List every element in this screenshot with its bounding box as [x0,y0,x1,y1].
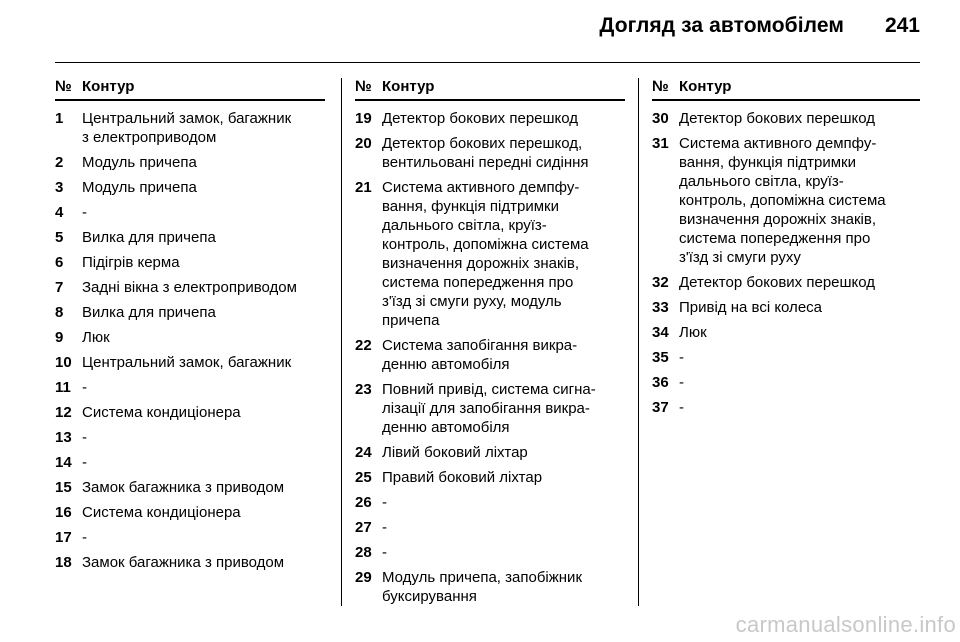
fuse-number: 22 [355,337,372,354]
fuse-number: 14 [55,454,72,471]
table-row [355,443,625,462]
table-row [652,323,920,342]
circuit-description: Детектор бокових перешкод, вентильовані передні сидіння [382,135,589,171]
fuse-number: 16 [55,504,72,521]
table-row [355,336,625,374]
fuse-list [355,109,625,606]
circuit-description: Модуль причепа [82,179,197,196]
fuse-number: 23 [355,381,372,398]
circuit-description: - [679,349,684,366]
fuse-number: 18 [55,554,72,571]
table-row [652,348,920,367]
table-row [55,109,325,147]
fuse-number: 2 [55,154,64,171]
fuse-number: 20 [355,135,372,152]
circuit-description: - [82,454,87,471]
fuse-number: 29 [355,569,372,586]
page-number: 241 [884,14,920,37]
table-row [55,453,325,472]
fuse-number: 11 [55,379,71,396]
fuse-number: 36 [652,374,669,391]
table-row [55,203,325,222]
table-row [55,303,325,322]
circuit-description: Люк [679,324,707,341]
circuit-description: Підігрів керма [82,254,180,271]
circuit-description: - [382,544,387,561]
table-header [652,78,920,101]
fuse-number: 25 [355,469,372,486]
fuse-list [55,109,325,572]
fuse-number: 4 [55,204,64,221]
fuse-number: 10 [55,354,72,371]
circuit-description: Система запобігання викра- денню автомобіля [382,337,578,373]
header-number-label: № [652,78,669,95]
table-row [55,278,325,297]
table-row [55,153,325,172]
circuit-description: Правий боковий ліхтар [382,469,543,486]
circuit-description: - [82,529,87,546]
fuse-number: 7 [55,279,64,296]
fuse-column-3 [652,78,920,423]
fuse-number: 15 [55,479,72,496]
fuse-number: 21 [355,179,372,196]
circuit-description: Центральний замок, багажник [82,354,292,371]
circuit-description: Модуль причепа [82,154,197,171]
fuse-number: 17 [55,529,72,546]
table-row [55,428,325,447]
circuit-description: - [679,374,684,391]
circuit-description: Замок багажника з приводом [82,479,285,496]
fuse-number: 6 [55,254,64,271]
circuit-description: - [382,494,387,511]
fuse-number: 12 [55,404,72,421]
fuse-number: 32 [652,274,669,291]
header-number-label: № [355,78,372,95]
circuit-description: Центральний замок, багажник з електроприводом [82,110,292,146]
header-circuit-label: Контур [679,78,732,95]
table-row [55,353,325,372]
circuit-description: Задні вікна з електроприводом [82,279,297,296]
circuit-description: Система кондиціонера [82,504,241,521]
fuse-number: 28 [355,544,372,561]
watermark: carmanualsonline.info [735,612,956,637]
circuit-description: Система кондиціонера [82,404,241,421]
fuse-number: 31 [652,135,669,152]
circuit-description: Детектор бокових перешкод [679,274,876,291]
column-divider [638,78,639,606]
table-row [355,543,625,562]
table-row [355,493,625,512]
fuse-number: 3 [55,179,64,196]
circuit-description: Лівий боковий ліхтар [382,444,528,461]
fuse-column-1 [55,78,325,578]
table-row [355,178,625,330]
fuse-number: 33 [652,299,669,316]
fuse-number: 1 [55,110,64,127]
table-row [652,298,920,317]
fuse-number: 37 [652,399,669,416]
table-row [55,503,325,522]
fuse-number: 19 [355,110,372,127]
table-header [355,78,625,101]
fuse-list [652,109,920,417]
fuse-number: 27 [355,519,372,536]
table-row [55,253,325,272]
circuit-description: - [382,519,387,536]
table-row [652,109,920,128]
table-row [355,468,625,487]
circuit-description: Замок багажника з приводом [82,554,285,571]
circuit-description: Люк [82,329,110,346]
table-row [55,478,325,497]
header-circuit-label: Контур [382,78,435,95]
table-row [55,228,325,247]
header-circuit-label: Контур [82,78,135,95]
fuse-number: 8 [55,304,64,321]
table-row [55,378,325,397]
table-row [55,328,325,347]
fuse-number: 35 [652,349,669,366]
table-row [55,553,325,572]
circuit-description: - [82,429,87,446]
fuse-number: 9 [55,329,64,346]
circuit-description: - [82,204,87,221]
column-divider [341,78,342,606]
table-row [55,403,325,422]
circuit-description: - [679,399,684,416]
table-header [55,78,325,101]
table-row [55,178,325,197]
table-row [652,134,920,267]
fuse-number: 30 [652,110,669,127]
fuse-column-2 [355,78,625,612]
circuit-description: Привід на всі колеса [679,299,822,316]
circuit-description: Вилка для причепа [82,304,216,321]
page-header [0,14,920,48]
circuit-description: Модуль причепа, запобіжник буксирування [382,569,583,605]
table-row [55,528,325,547]
table-row [652,273,920,292]
fuse-number: 24 [355,444,372,461]
circuit-description: Детектор бокових перешкод [679,110,876,127]
table-row [355,380,625,437]
circuit-description: Система активного демпфу- вання, функція підтримки дальнього світла, круїз- контроль, допоміжна система визначення дорожніх знаків, система попередження про з'їзд зі смуги руху, модуль причепа [382,179,589,329]
circuit-description: Детектор бокових перешкод [382,110,579,127]
fuse-number: 34 [652,324,669,341]
table-row [355,518,625,537]
fuse-number: 5 [55,229,64,246]
table-row [652,373,920,392]
table-row [652,398,920,417]
header-divider [55,62,920,63]
table-row [355,568,625,606]
circuit-description: - [82,379,87,396]
circuit-description: Повний привід, система сигна- лізації для запобігання викра- денню автомобіля [382,381,596,436]
header-number-label: № [55,78,72,95]
page-title: Догляд за автомобілем [599,14,844,37]
table-row [355,134,625,172]
circuit-description: Система активного демпфу- вання, функція підтримки дальнього світла, круїз- контроль, допоміжна система визначення дорожніх знаків, система попередження про з'їзд зі смуги руху [679,135,886,266]
circuit-description: Вилка для причепа [82,229,216,246]
fuse-number: 26 [355,494,372,511]
fuse-number: 13 [55,429,72,446]
table-row [355,109,625,128]
